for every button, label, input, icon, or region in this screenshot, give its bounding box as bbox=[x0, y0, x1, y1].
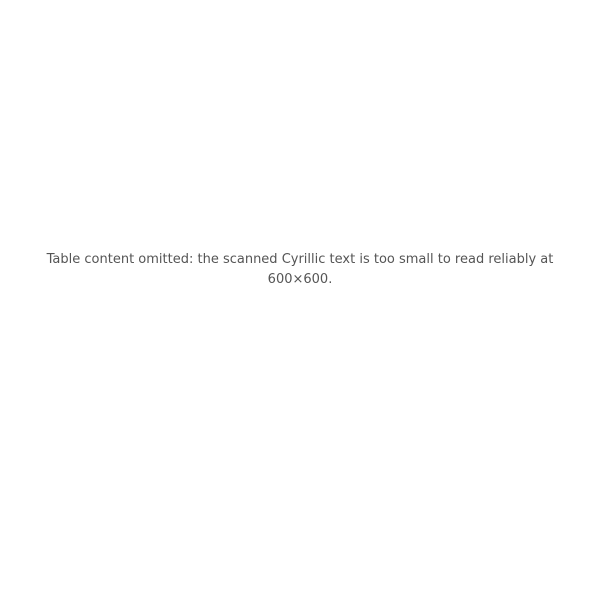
omission-note: Table content omitted: the scanned Cyrillic text is too small to read reliably at 600×600. bbox=[46, 252, 554, 287]
